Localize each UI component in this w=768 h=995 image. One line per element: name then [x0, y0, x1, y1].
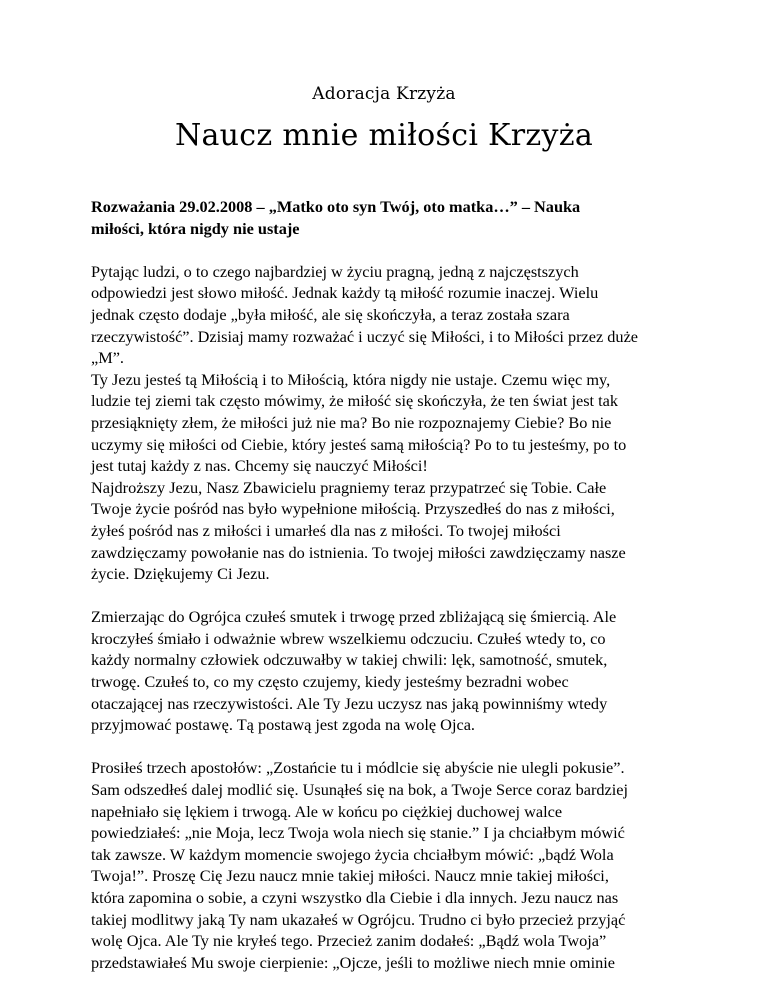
text-line: powiedziałeś: „nie Moja, lecz Twoja wola niech się stanie.” I ja chciałbym mówić [91, 823, 625, 843]
text-line: wolę Ojca. Ale Ty nie kryłeś tego. Przecież zanim dodałeś: „Bądź wola Twoja” [91, 931, 607, 951]
text-line: „M”. [91, 348, 124, 368]
text-line: tak zawsze. W każdym momencie swojego życia chciałbym mówić: „bądź Wola [91, 844, 614, 864]
text-line: uczymy się miłości od Ciebie, który jesteś samą miłością? Po to tu jesteśmy, po to [91, 434, 627, 454]
text-line: Zmierzając do Ogrójca czułeś smutek i trwogę przed zbliżającą się śmiercią. Ale [91, 607, 617, 627]
text-line: jednak często dodaje „była miłość, ale się skończyła, a teraz została szara [91, 304, 570, 324]
heading-line: Rozważania 29.02.2008 – „Matko oto syn Twój, oto matka…” – Nauka [91, 197, 581, 216]
text-line: otaczającej nas rzeczywistości. Ale Ty Jezu uczysz nas jaką powinniśmy wtedy [91, 693, 608, 713]
text-line: przesiąknięty złem, że miłości już nie ma? Bo nie rozpoznajemy Ciebie? Bo nie [91, 412, 612, 432]
text-line: przedstawiałeś Mu swoje cierpienie: „Ojcze, jeśli to możliwe niech mnie ominie [91, 952, 615, 972]
paragraph-1 [91, 261, 681, 585]
text-line: żyłeś pośród nas z miłości i umarłeś dla nas z miłości. To twojej miłości [91, 520, 561, 540]
text-line: Sam odszedłeś dalej modlić się. Usunąłeś się na bok, a Twoje Serce coraz bardziej [91, 780, 629, 800]
text-line: Najdroższy Jezu, Nasz Zbawicielu pragniemy teraz przypatrzeć się Tobie. Całe [91, 477, 607, 497]
document-supertitle: Adoracja Krzyża [312, 84, 456, 104]
document-body [91, 196, 681, 995]
heading-line: miłości, która nigdy nie ustaje [91, 218, 300, 238]
text-line: odpowiedzi jest słowo miłość. Jednak każdy tą miłość rozumie inaczej. Wielu [91, 283, 599, 303]
text-line: Pytając ludzi, o to czego najbardziej w życiu pragną, jedną z najczęstszych [91, 261, 579, 281]
text-line: Prosiłeś trzech apostołów: „Zostańcie tu i módlcie się abyście nie ulegli pokusie”. [91, 758, 625, 778]
text-line: kroczyłeś śmiało i odważnie wbrew wszelkiemu odczuciu. Czułeś wtedy to, co [91, 628, 606, 648]
text-line: rzeczywistość”. Dzisiaj mamy rozważać i uczyć się Miłości, i to Miłości przez duże [91, 326, 639, 346]
text-line: ludzie tej ziemi tak często mówimy, że miłość się skończyła, że ten świat jest tak [91, 391, 619, 411]
text-line: życie. Dziękujemy Ci Jezu. [91, 564, 270, 584]
section-heading [91, 196, 681, 239]
text-line: Ty Jezu jesteś tą Miłością i to Miłością, która nigdy nie ustaje. Czemu więc my, [91, 369, 611, 389]
text-line: Twoja!”. Proszę Cię Jezu naucz mnie takiej miłości. Naucz mnie takiej miłości, [91, 866, 609, 886]
document-title: Naucz mnie miłości Krzyża [174, 118, 594, 153]
text-line: trwogę. Czułeś to, co my często czujemy, kiedy jesteśmy bezradni wobec [91, 672, 569, 692]
text-line: takiej modlitwy jaką Ty nam ukazałeś w Ogrójcu. Trudno ci było przecież przyjąć [91, 909, 626, 929]
text-line: Twoje życie pośród nas było wypełnione miłością. Przyszedłeś do nas z miłości, [91, 499, 615, 519]
paragraph-2 [91, 606, 681, 736]
paragraph-3 [91, 757, 681, 973]
text-line: która zapomina o sobie, a czyni wszystko dla Ciebie i dla innych. Jezu naucz nas [91, 888, 619, 907]
text-line: napełniało się lękiem i trwogą. Ale w końcu po ciężkiej duchowej walce [91, 801, 563, 821]
text-line: zawdzięczamy powołanie nas do istnienia. To twojej miłości zawdzięczamy nasze [91, 542, 626, 562]
text-line: jest tutaj każdy z nas. Chcemy się nauczyć Miłości! [91, 456, 428, 476]
text-line: przyjmować postawę. Tą postawą jest zgoda na wolę Ojca. [91, 715, 475, 735]
text-line: każdy normalny człowiek odczuwałby w takiej chwili: lęk, samotność, smutek, [91, 650, 608, 670]
